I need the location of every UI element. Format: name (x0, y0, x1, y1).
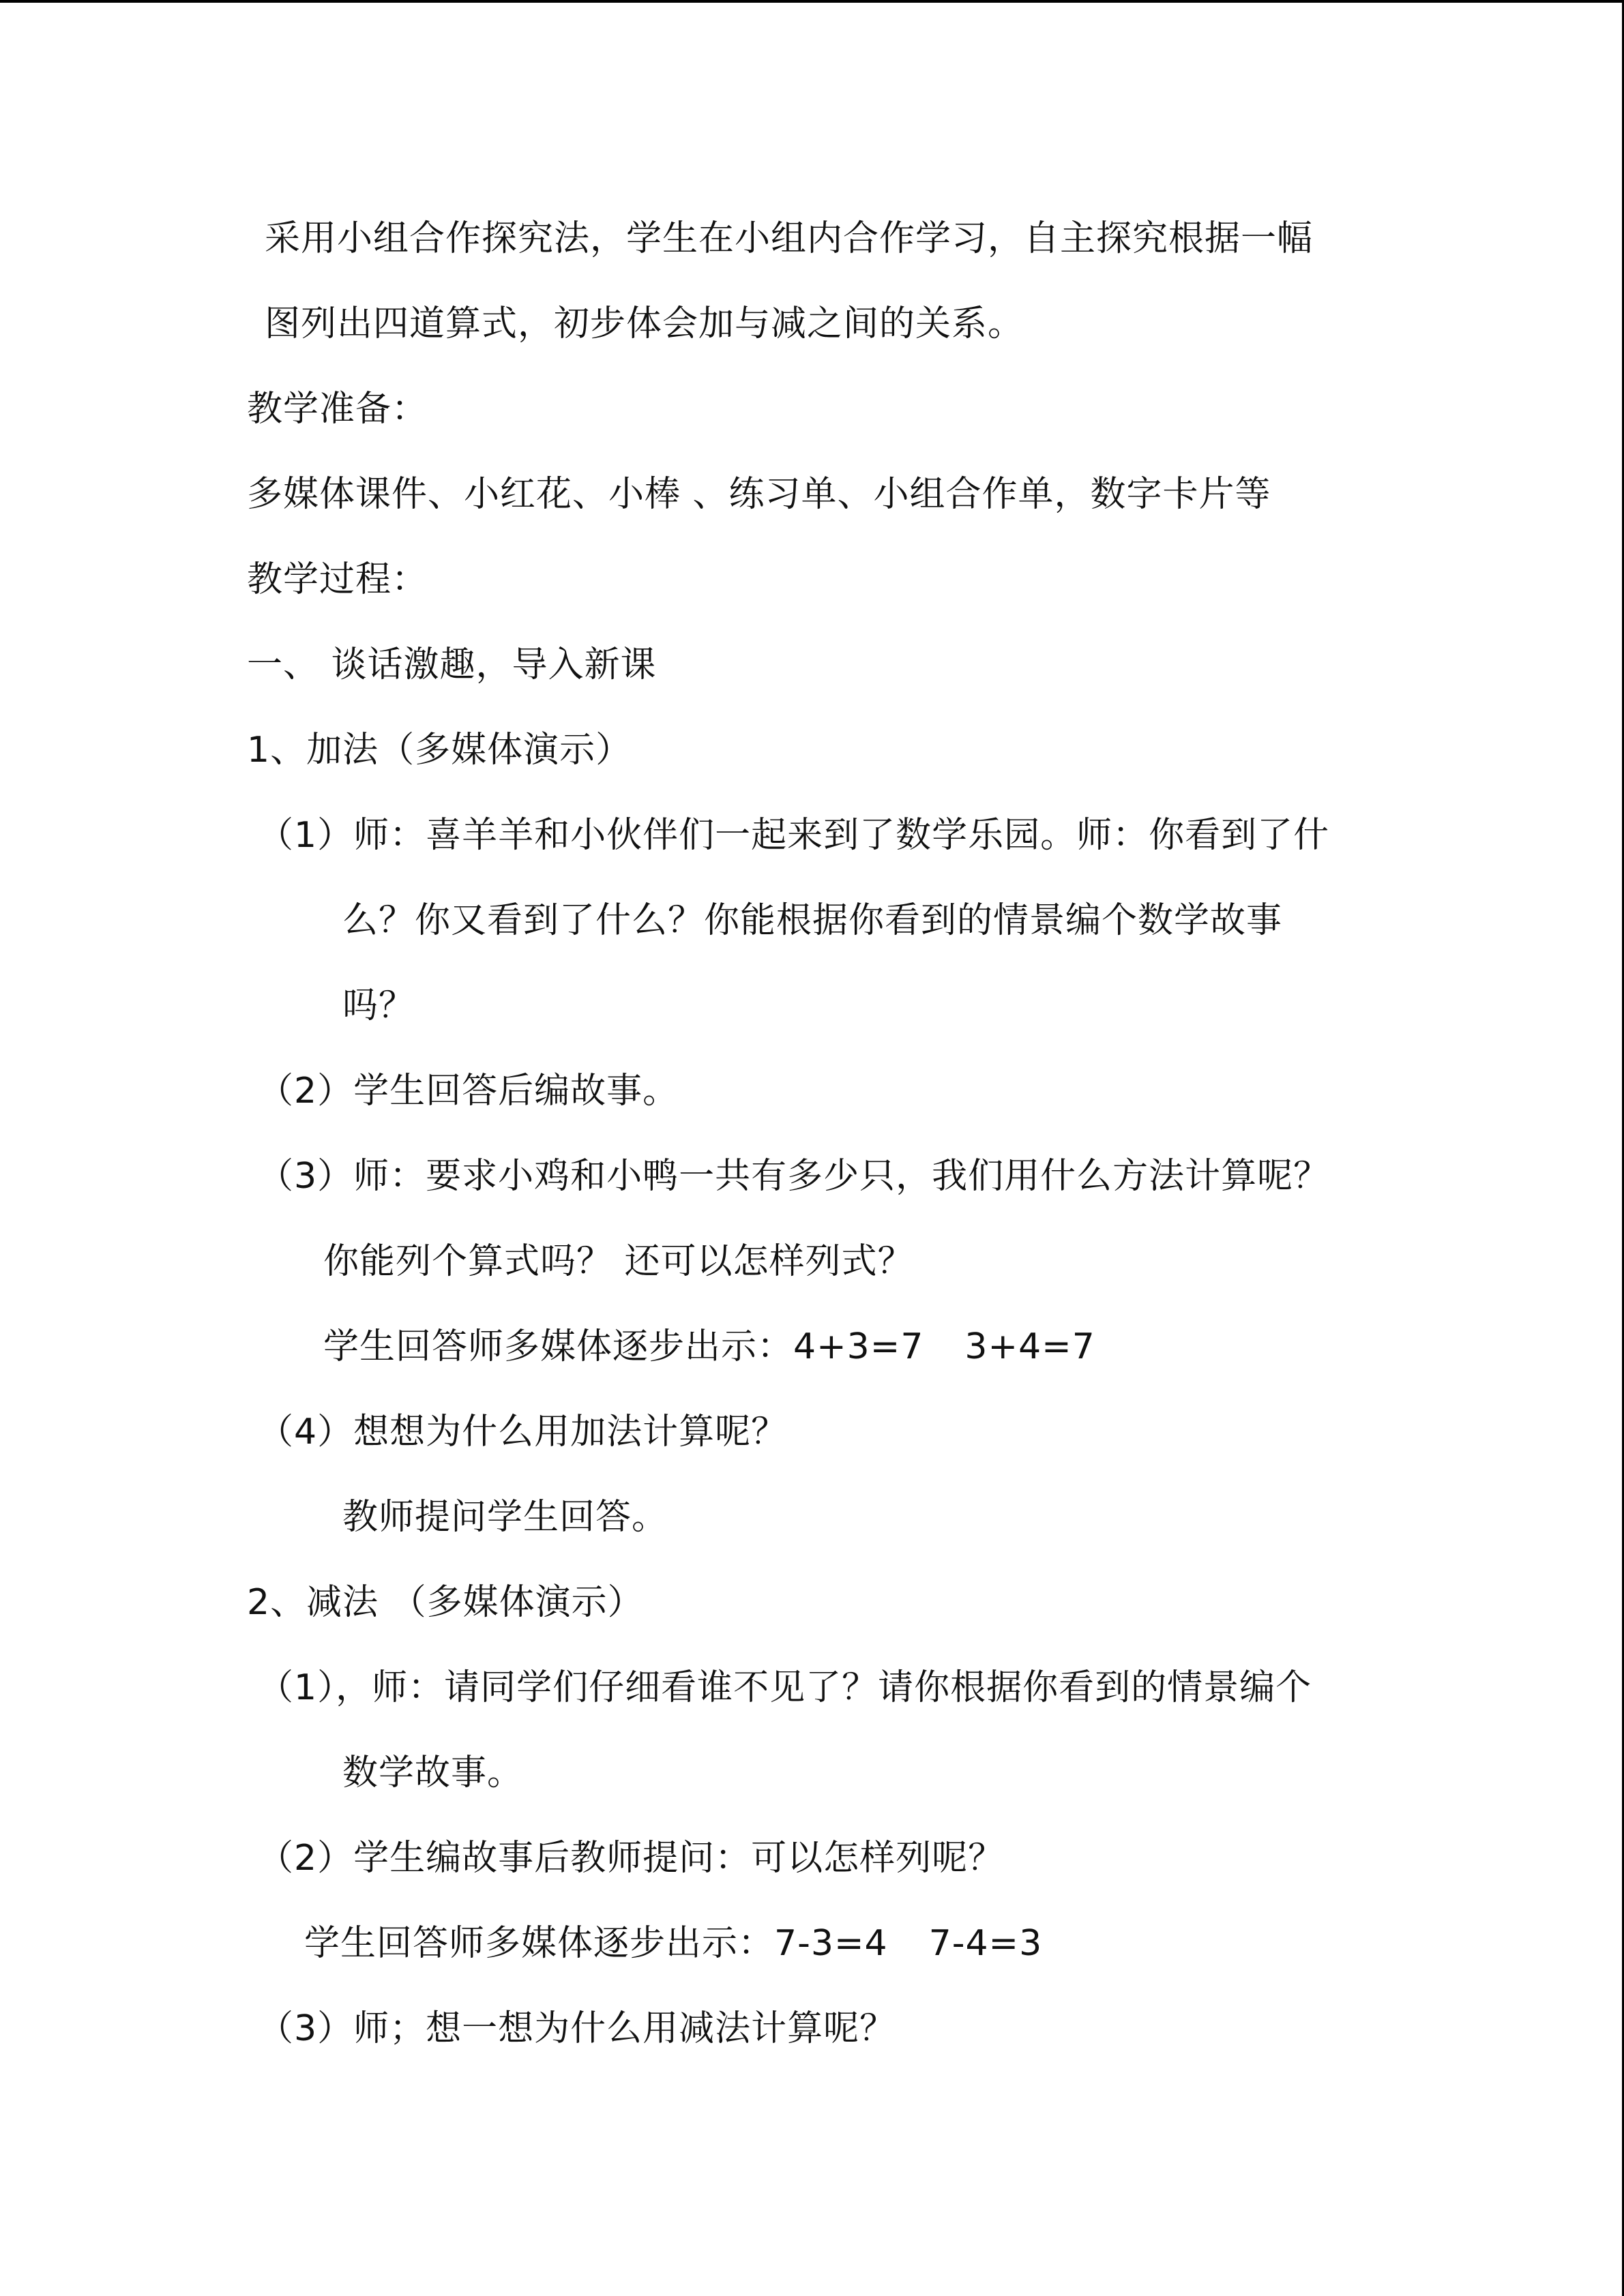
equation-3-plus-4: 3+4=7 (964, 1326, 1095, 1367)
equation-4-plus-3: 4+3=7 (793, 1326, 924, 1367)
equation-7-minus-3: 7-3=4 (774, 1923, 888, 1964)
subsection-addition: 1、加法（多媒体演示） (247, 730, 632, 771)
subtraction-equations-label: 学生回答师多媒体逐步出示： (304, 1923, 775, 1964)
subtraction-equations-line (304, 1920, 1042, 1967)
subsection-subtraction: 2、减法 （多媒体演示） (247, 1582, 644, 1623)
subtraction-step-3: （3）师；想一想为什么用减法计算呢？ (258, 2008, 896, 2049)
addition-step-3-line-2: 你能列个算式吗？ 还可以怎样列式？ (323, 1241, 914, 1282)
paragraph-method-line-1: 采用小组合作探究法，学生在小组内合作学习，自主探究根据一幅 (265, 218, 1314, 259)
addition-equations-line (323, 1323, 1095, 1371)
subtraction-step-1-line-2: 数学故事。 (342, 1753, 524, 1793)
addition-step-4-note: 教师提问学生回答。 (342, 1497, 668, 1538)
section-one-title: 一、 谈话激趣，导入新课 (247, 644, 657, 685)
heading-process: 教学过程： (247, 559, 428, 600)
subtraction-step-1-line-1: （1），师：请同学们仔细看谁不见了？请你根据你看到的情景编个 (258, 1667, 1312, 1708)
addition-step-2: （2）学生回答后编故事。 (258, 1071, 679, 1112)
addition-step-1-line-1: （1）师：喜羊羊和小伙伴们一起来到了数学乐园。师：你看到了什 (258, 815, 1330, 856)
paragraph-method-line-2: 图列出四道算式，初步体会加与减之间的关系。 (265, 303, 1024, 344)
subtraction-step-2: （2）学生编故事后教师提问：可以怎样列呢？ (258, 1838, 1005, 1879)
preparation-materials: 多媒体课件、小红花、小棒 、练习单、小组合作单，数字卡片等 (247, 474, 1271, 515)
addition-step-4: （4）想想为什么用加法计算呢？ (258, 1412, 788, 1452)
equation-7-minus-4: 7-4=3 (928, 1923, 1043, 1964)
addition-step-1-line-3: 吗？ (342, 985, 415, 1026)
top-border (0, 0, 1624, 3)
heading-preparation: 教学准备： (247, 389, 428, 430)
addition-step-3-line-1: （3）师：要求小鸡和小鸭一共有多少只，我们用什么方法计算呢？ (258, 1156, 1330, 1197)
addition-equations-label: 学生回答师多媒体逐步出示： (323, 1326, 794, 1367)
addition-step-1-line-2: 么？你又看到了什么？你能根据你看到的情景编个数学故事 (342, 900, 1283, 941)
